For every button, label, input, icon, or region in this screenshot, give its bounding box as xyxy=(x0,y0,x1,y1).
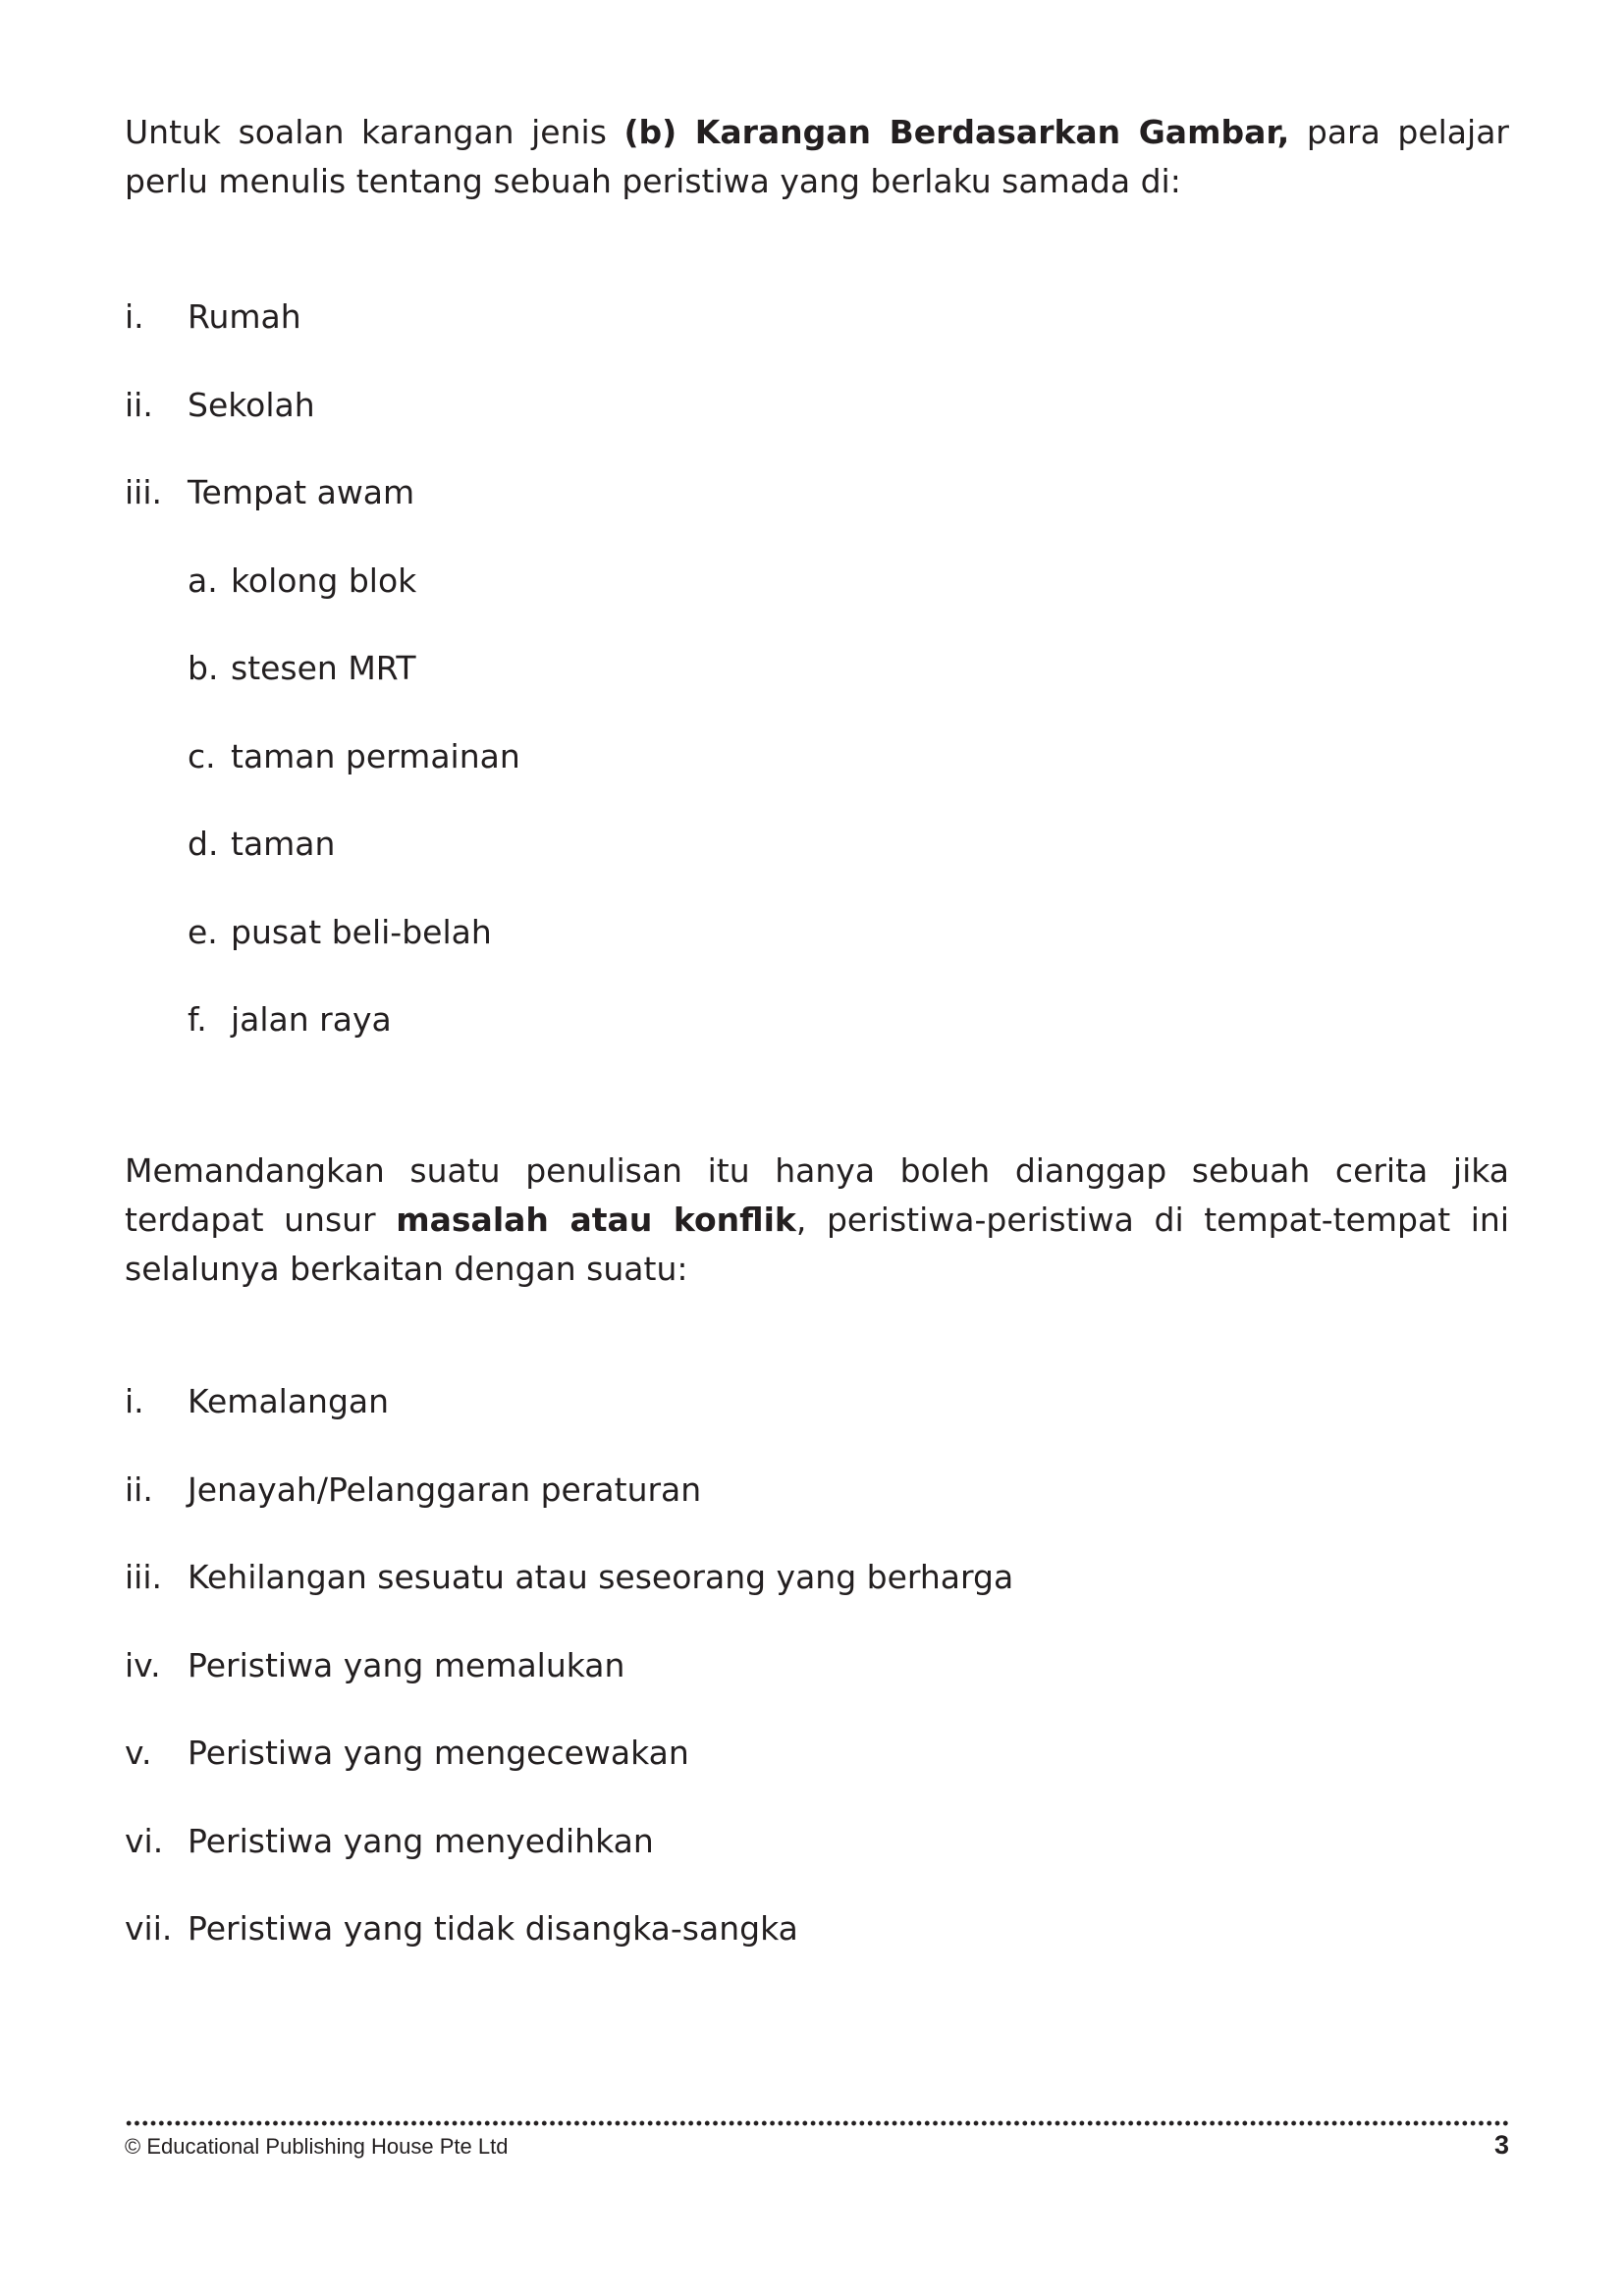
list-number: v. xyxy=(125,1734,152,1772)
public-places-sublist-container xyxy=(125,557,520,1084)
sublist-letter: d. xyxy=(188,825,219,863)
list-label: Peristiwa yang mengecewakan xyxy=(188,1734,689,1772)
sublist-letter: c. xyxy=(188,736,216,775)
list-label: Peristiwa yang menyedihkan xyxy=(188,1821,654,1860)
list-item xyxy=(125,1553,1013,1641)
list-label: Rumah xyxy=(188,297,301,336)
sublist-label: jalan raya xyxy=(231,1000,392,1039)
list-item xyxy=(125,293,458,381)
sublist-label: stesen MRT xyxy=(231,649,416,687)
conflict-paragraph xyxy=(125,1147,1509,1294)
list-label: Kemalangan xyxy=(188,1382,390,1420)
list-label: Peristiwa yang tidak disangka-sangka xyxy=(188,1909,798,1948)
sublist-letter: a. xyxy=(188,561,218,600)
list-number: vii. xyxy=(125,1909,173,1948)
intro-bold-text: (b) Karangan Berdasarkan Gambar, xyxy=(623,113,1290,151)
list-number: i. xyxy=(125,297,144,336)
list-label: Peristiwa yang memalukan xyxy=(188,1645,625,1684)
list-item xyxy=(125,381,458,469)
list-item xyxy=(125,1729,1013,1817)
list-label: Sekolah xyxy=(188,385,315,424)
events-list xyxy=(125,1377,1013,1993)
list-number: iv. xyxy=(125,1645,161,1684)
footer-copyright: © Educational Publishing House Pte Ltd xyxy=(125,2134,509,2159)
list-number: iii. xyxy=(125,473,162,511)
list-item xyxy=(125,1377,1013,1466)
footer-dotted-divider xyxy=(125,2120,1509,2126)
conflict-text-start: Memandangkan suatu penulisan itu hanya boleh dianggap sebuah cerita jika terdapat unsur xyxy=(125,1151,1509,1239)
list-number: ii. xyxy=(125,385,153,424)
list-label: Kehilangan sesuatu atau seseorang yang berharga xyxy=(188,1558,1014,1596)
list-label: Jenayah/Pelanggaran peraturan xyxy=(188,1469,702,1509)
sublist-item xyxy=(188,995,520,1084)
intro-text-start: Untuk soalan karangan jenis xyxy=(125,113,624,151)
list-item xyxy=(125,1817,1013,1905)
sublist-item xyxy=(188,732,520,821)
sublist-label: kolong blok xyxy=(231,561,417,600)
sublist-label: pusat beli-belah xyxy=(231,912,492,951)
list-item xyxy=(125,1466,1013,1554)
list-label: Tempat awam xyxy=(188,473,415,511)
list-item xyxy=(125,1641,1013,1730)
list-number: iii. xyxy=(125,1558,162,1596)
sublist-letter: b. xyxy=(188,649,219,687)
sublist-label: taman permainan xyxy=(231,736,520,775)
places-list xyxy=(125,293,520,1084)
list-item xyxy=(125,468,458,557)
public-places-sublist xyxy=(188,557,520,1084)
page-number: 3 xyxy=(1493,2130,1509,2160)
list-number: i. xyxy=(125,1382,144,1420)
sublist-item xyxy=(188,557,520,645)
conflict-text-end: , peristiwa-peristiwa di tempat-tempat ini selalunya berkaitan dengan suatu: xyxy=(125,1201,1509,1288)
sublist-letter: e. xyxy=(188,912,218,951)
sublist-label: taman xyxy=(231,825,336,863)
intro-paragraph xyxy=(125,108,1509,206)
sublist-letter: f. xyxy=(188,1000,207,1039)
sublist-item xyxy=(188,644,520,732)
sublist-item xyxy=(188,820,520,908)
conflict-bold-text: masalah atau konflik xyxy=(396,1201,796,1239)
list-number: vi. xyxy=(125,1821,164,1860)
list-number: ii. xyxy=(125,1469,153,1509)
sublist-item xyxy=(188,908,520,996)
intro-text-end: para pelajar perlu menulis tentang sebuah peristiwa yang berlaku samada di: xyxy=(125,113,1509,200)
list-item xyxy=(125,1904,1013,1993)
